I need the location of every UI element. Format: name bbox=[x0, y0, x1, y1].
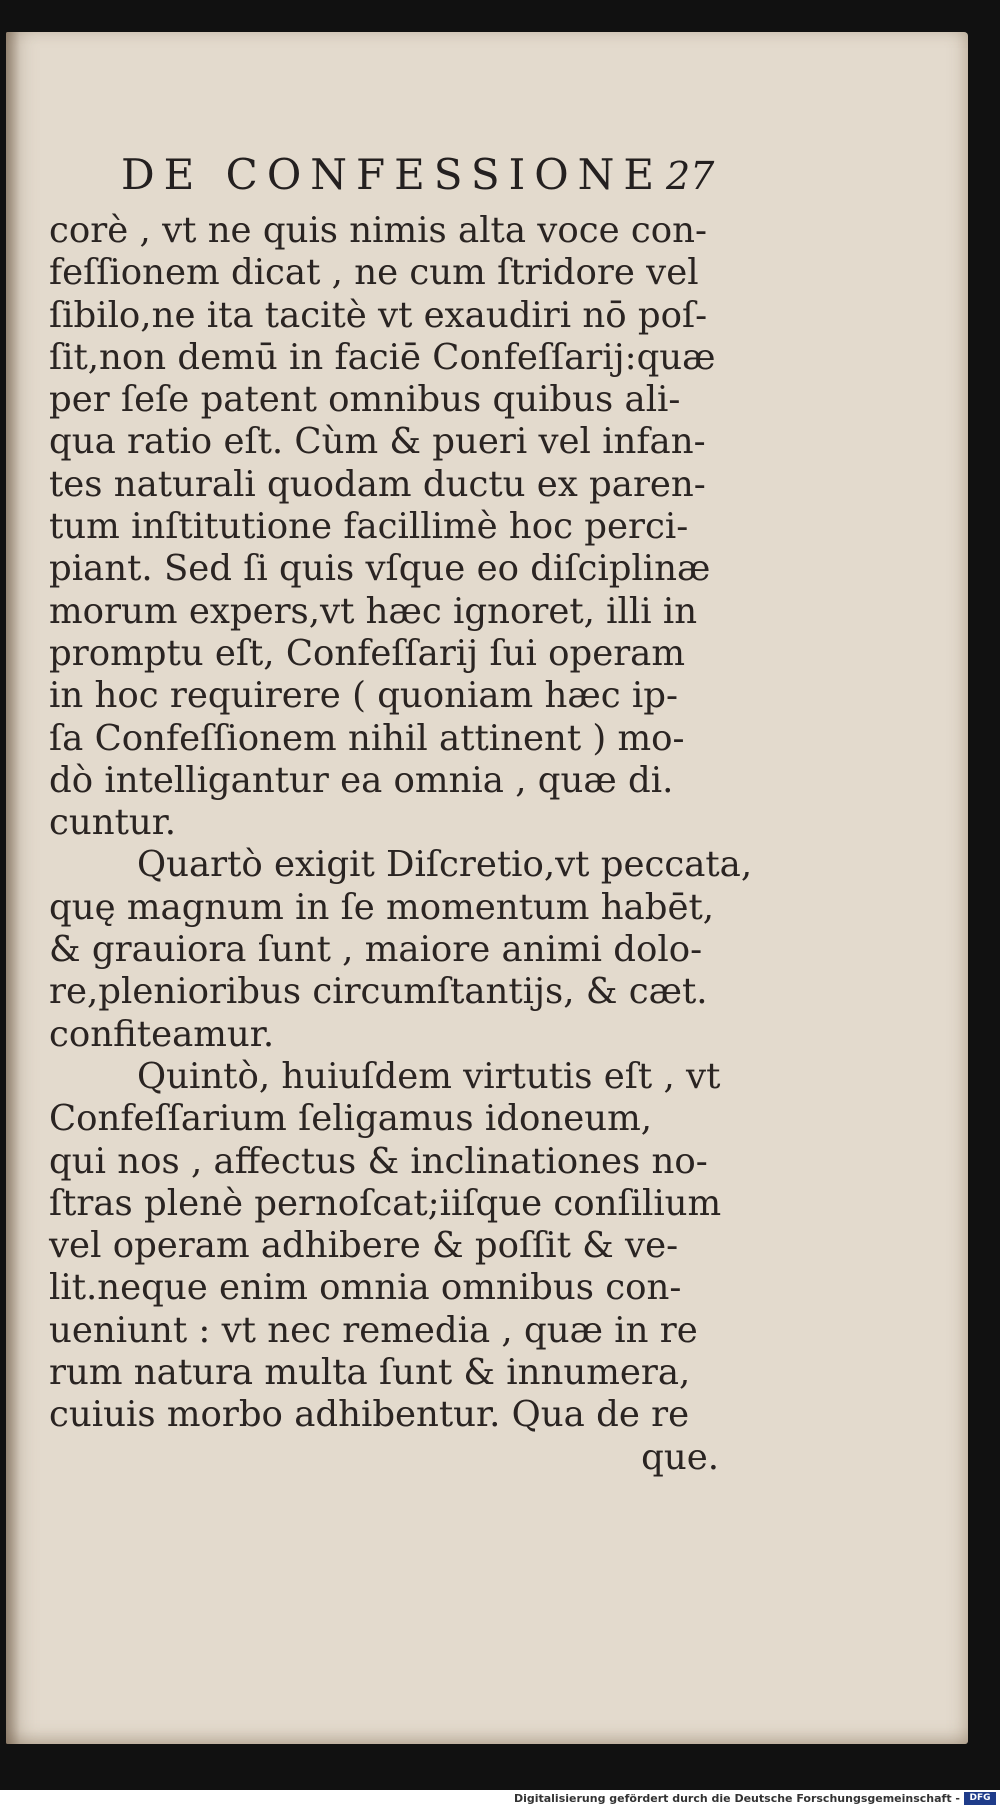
text-line: Quartò exigit Diſcretio,vt peccata, bbox=[137, 844, 753, 886]
catchword: que. bbox=[641, 1436, 719, 1478]
book-page bbox=[6, 32, 968, 1744]
text-line: vel operam adhibere & poſſit & ve- bbox=[49, 1225, 679, 1267]
text-line: Confeſſarium ſeligamus idoneum, bbox=[49, 1098, 653, 1140]
text-line: morum expers,vt hæc ignoret, illi in bbox=[49, 590, 698, 632]
text-line: feſſionem dicat , ne cum ſtridore vel bbox=[49, 252, 699, 294]
text-line: cuntur. bbox=[49, 802, 177, 844]
footer-bar bbox=[0, 1790, 1000, 1808]
text-line: qua ratio eſt. Cùm & pueri vel infan- bbox=[49, 421, 706, 463]
text-line: in hoc requirere ( quoniam hæc ip- bbox=[49, 675, 678, 717]
text-line: cuiuis morbo adhibentur. Qua de re bbox=[49, 1394, 690, 1436]
text-line: ſtras plenè pernoſcat;iiſque conſilium bbox=[49, 1182, 722, 1224]
dfg-logo: DFG bbox=[964, 1792, 996, 1805]
text-line: qui nos , affectus & inclinationes no- bbox=[49, 1140, 708, 1182]
text-line: re,plenioribus circumſtantijs, & cæt. bbox=[49, 971, 708, 1013]
running-header: DE CONFESSIONE bbox=[121, 150, 664, 199]
text-line: & grauiora ſunt , maiore animi dolo- bbox=[49, 929, 703, 971]
text-line: rum natura multa ſunt & innumera, bbox=[49, 1352, 691, 1394]
text-line: ueniunt : vt nec remedia , quæ in re bbox=[49, 1309, 698, 1351]
text-line: per ſeſe patent omnibus quibus ali- bbox=[49, 379, 681, 421]
text-line: piant. Sed ſi quis vſque eo diſciplinæ bbox=[49, 548, 711, 590]
footer-credit: Digitalisierung gefördert durch die Deutsche Forschungsgemeinschaft - bbox=[513, 1792, 960, 1805]
text-line: tes naturali quodam ductu ex paren- bbox=[49, 463, 706, 505]
page-number: 27 bbox=[666, 154, 715, 198]
body-text bbox=[49, 210, 753, 1479]
text-line: ſit,non demū in faciē Confeſſarij:quæ bbox=[49, 336, 716, 378]
text-line: lit.neque enim omnia omnibus con- bbox=[49, 1267, 682, 1309]
text-line: promptu eſt, Confeſſarij ſui operam bbox=[49, 632, 686, 674]
text-line: confiteamur. bbox=[49, 1013, 275, 1055]
text-line: ſa Confeſſionem nihil attinent ) mo- bbox=[49, 717, 685, 759]
text-line: quę magnum in ſe momentum habēt, bbox=[49, 886, 715, 928]
text-line: tum inſtitutione facillimè hoc perci- bbox=[49, 506, 689, 548]
text-line: ſibilo,ne ita tacitè vt exaudiri nō poſ- bbox=[49, 294, 708, 336]
text-line: dò intelligantur ea omnia , quæ di. bbox=[49, 759, 674, 801]
text-line: Quintò, huiuſdem virtutis eſt , vt bbox=[137, 1055, 721, 1097]
text-line: corè , vt ne quis nimis alta voce con- bbox=[49, 210, 707, 251]
